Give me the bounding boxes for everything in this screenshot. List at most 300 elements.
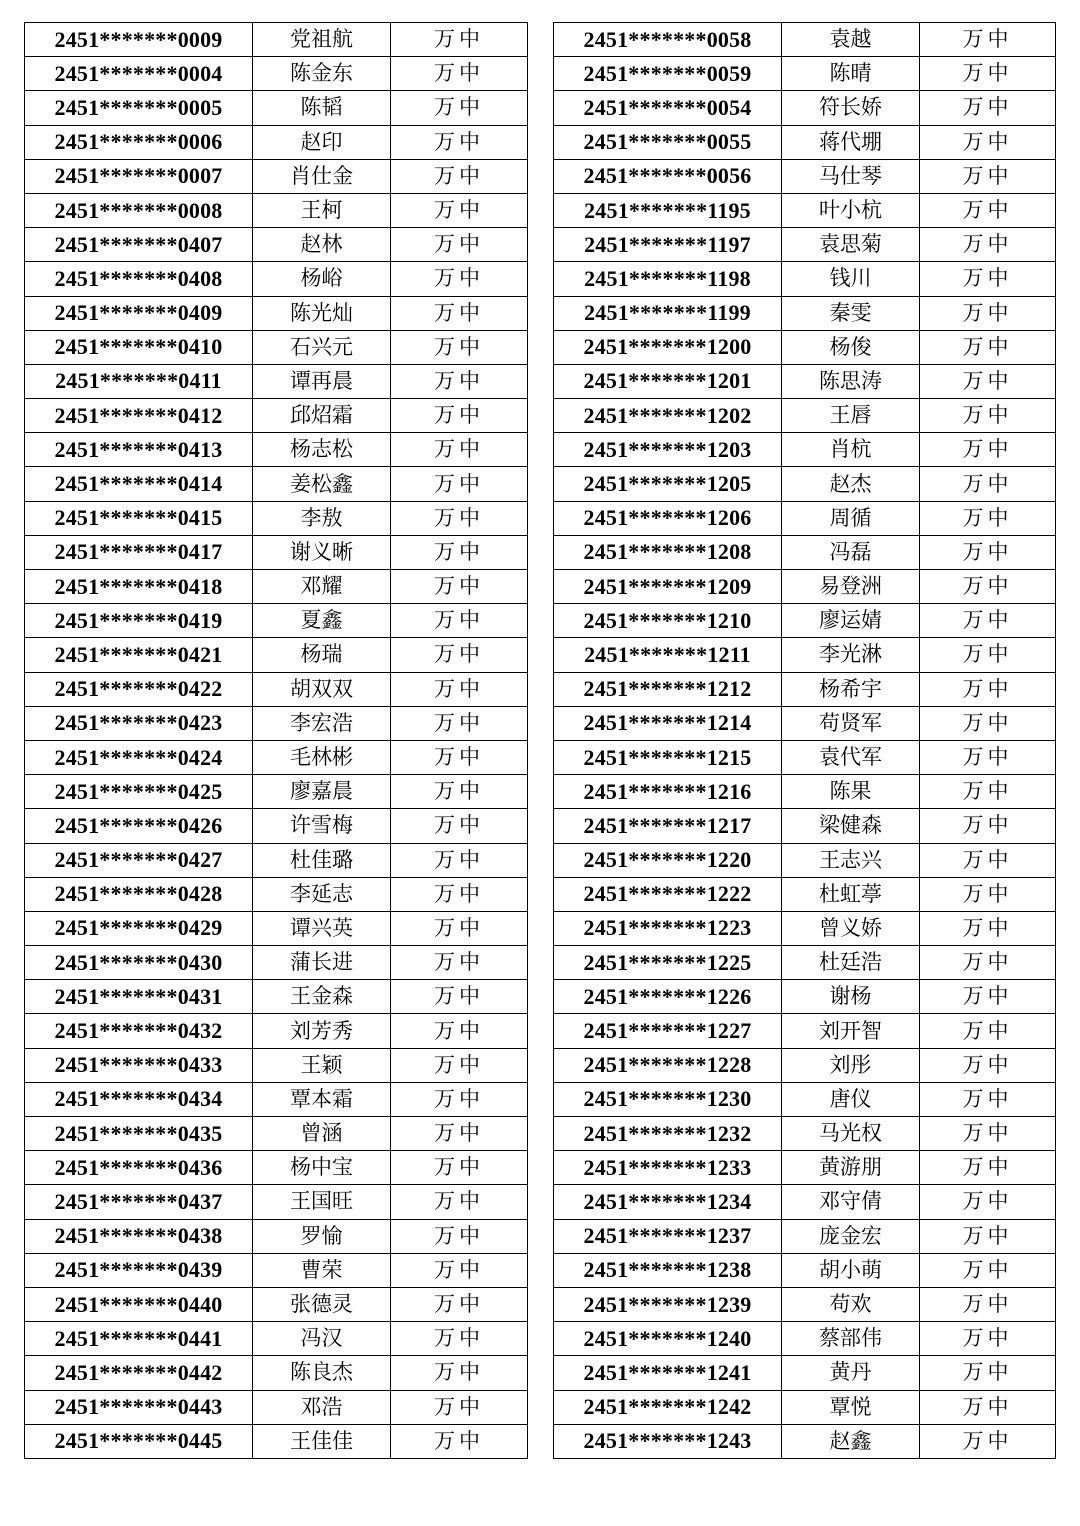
candidate-name-cell: 王颖 [253, 1048, 391, 1082]
candidate-name-cell: 李敖 [253, 501, 391, 535]
candidate-name-cell: 王唇 [782, 399, 920, 433]
candidate-name-cell: 陈晴 [782, 57, 920, 91]
table-row [25, 809, 528, 843]
candidate-name-cell: 陈思涛 [782, 364, 920, 398]
candidate-id-cell: 2451*******0059 [554, 57, 782, 91]
table-row [25, 1322, 528, 1356]
candidate-name-cell: 杜廷浩 [782, 946, 920, 980]
school-cell: 万中 [920, 433, 1056, 467]
candidate-id-cell: 2451*******0005 [25, 91, 253, 125]
candidate-id-cell: 2451*******0407 [25, 228, 253, 262]
table-row [25, 1117, 528, 1151]
table-row [25, 604, 528, 638]
school-cell: 万中 [920, 1322, 1056, 1356]
candidate-id-cell: 2451*******1198 [554, 262, 782, 296]
candidate-name-cell: 刘彤 [782, 1048, 920, 1082]
table-row [25, 1151, 528, 1185]
school-cell: 万中 [391, 946, 528, 980]
table-row [25, 843, 528, 877]
candidate-name-cell: 胡小萌 [782, 1253, 920, 1287]
candidate-name-cell: 陈韬 [253, 91, 391, 125]
candidate-id-cell: 2451*******1203 [554, 433, 782, 467]
school-cell: 万中 [920, 467, 1056, 501]
table-row [554, 364, 1056, 398]
candidate-id-cell: 2451*******1232 [554, 1117, 782, 1151]
table-row [25, 296, 528, 330]
table-row [554, 330, 1056, 364]
candidate-name-cell: 廖嘉晨 [253, 775, 391, 809]
school-cell: 万中 [920, 125, 1056, 159]
candidate-id-cell: 2451*******0438 [25, 1219, 253, 1253]
candidate-id-cell: 2451*******1217 [554, 809, 782, 843]
table-row [554, 125, 1056, 159]
candidate-id-cell: 2451*******0436 [25, 1151, 253, 1185]
candidate-name-cell: 李光淋 [782, 638, 920, 672]
table-row [25, 706, 528, 740]
candidate-id-cell: 2451*******0054 [554, 91, 782, 125]
school-cell: 万中 [920, 911, 1056, 945]
school-cell: 万中 [391, 399, 528, 433]
table-row [554, 1185, 1056, 1219]
school-cell: 万中 [920, 740, 1056, 774]
table-row [554, 1287, 1056, 1321]
school-cell: 万中 [920, 330, 1056, 364]
candidate-name-cell: 钱川 [782, 262, 920, 296]
table-row [554, 399, 1056, 433]
candidate-name-cell: 邓浩 [253, 1390, 391, 1424]
candidate-name-cell: 庞金宏 [782, 1219, 920, 1253]
table-row [554, 1322, 1056, 1356]
candidate-id-cell: 2451*******0422 [25, 672, 253, 706]
school-cell: 万中 [920, 946, 1056, 980]
candidate-id-cell: 2451*******0433 [25, 1048, 253, 1082]
table-row [25, 1356, 528, 1390]
candidate-id-cell: 2451*******1237 [554, 1219, 782, 1253]
school-cell: 万中 [920, 535, 1056, 569]
candidate-id-cell: 2451*******1206 [554, 501, 782, 535]
table-row [554, 501, 1056, 535]
candidate-name-cell: 谭兴英 [253, 911, 391, 945]
school-cell: 万中 [920, 1356, 1056, 1390]
candidate-id-cell: 2451*******0445 [25, 1424, 253, 1458]
candidate-name-cell: 邱炤霜 [253, 399, 391, 433]
school-cell: 万中 [920, 638, 1056, 672]
table-row [554, 877, 1056, 911]
table-row [554, 296, 1056, 330]
school-cell: 万中 [391, 159, 528, 193]
school-cell: 万中 [920, 193, 1056, 227]
candidate-name-cell: 胡双双 [253, 672, 391, 706]
candidate-id-cell: 2451*******1226 [554, 980, 782, 1014]
candidate-id-cell: 2451*******1205 [554, 467, 782, 501]
candidate-id-cell: 2451*******0437 [25, 1185, 253, 1219]
table-row [554, 535, 1056, 569]
table-row [554, 980, 1056, 1014]
candidate-id-cell: 2451*******1243 [554, 1424, 782, 1458]
school-cell: 万中 [391, 877, 528, 911]
school-cell: 万中 [391, 23, 528, 57]
table-row [25, 501, 528, 535]
table-row [554, 809, 1056, 843]
candidate-id-cell: 2451*******0055 [554, 125, 782, 159]
school-cell: 万中 [920, 980, 1056, 1014]
candidate-name-cell: 杨中宝 [253, 1151, 391, 1185]
school-cell: 万中 [920, 262, 1056, 296]
candidate-id-cell: 2451*******1202 [554, 399, 782, 433]
candidate-id-cell: 2451*******0442 [25, 1356, 253, 1390]
candidate-name-cell: 蒋代堋 [782, 125, 920, 159]
school-cell: 万中 [391, 1117, 528, 1151]
candidate-name-cell: 唐仪 [782, 1082, 920, 1116]
candidate-id-cell: 2451*******0417 [25, 535, 253, 569]
candidate-id-cell: 2451*******0429 [25, 911, 253, 945]
candidate-name-cell: 李宏浩 [253, 706, 391, 740]
school-cell: 万中 [920, 501, 1056, 535]
candidate-name-cell: 黄丹 [782, 1356, 920, 1390]
table-row [554, 159, 1056, 193]
table-row [554, 1082, 1056, 1116]
candidate-id-cell: 2451*******0435 [25, 1117, 253, 1151]
school-cell: 万中 [391, 262, 528, 296]
candidate-id-cell: 2451*******0408 [25, 262, 253, 296]
candidate-name-cell: 杨希宇 [782, 672, 920, 706]
table-row [25, 228, 528, 262]
school-cell: 万中 [920, 1082, 1056, 1116]
table-row [554, 228, 1056, 262]
candidate-name-cell: 袁越 [782, 23, 920, 57]
candidate-name-cell: 杨峪 [253, 262, 391, 296]
table-row [25, 433, 528, 467]
school-cell: 万中 [920, 159, 1056, 193]
candidate-name-cell: 覃悦 [782, 1390, 920, 1424]
candidate-name-cell: 邓耀 [253, 570, 391, 604]
school-cell: 万中 [391, 570, 528, 604]
school-cell: 万中 [391, 125, 528, 159]
candidate-name-cell: 姜松鑫 [253, 467, 391, 501]
candidate-id-cell: 2451*******1228 [554, 1048, 782, 1082]
school-cell: 万中 [920, 57, 1056, 91]
candidate-id-cell: 2451*******0426 [25, 809, 253, 843]
school-cell: 万中 [920, 296, 1056, 330]
candidate-id-cell: 2451*******0430 [25, 946, 253, 980]
table-row [554, 1219, 1056, 1253]
candidate-name-cell: 赵鑫 [782, 1424, 920, 1458]
school-cell: 万中 [391, 1356, 528, 1390]
candidate-name-cell: 王佳佳 [253, 1424, 391, 1458]
table-row [25, 877, 528, 911]
candidate-id-cell: 2451*******1215 [554, 740, 782, 774]
school-cell: 万中 [920, 1014, 1056, 1048]
table-row [25, 1082, 528, 1116]
candidate-name-cell: 杨俊 [782, 330, 920, 364]
table-row [25, 1219, 528, 1253]
table-row [554, 262, 1056, 296]
table-row [554, 1014, 1056, 1048]
candidate-id-cell: 2451*******0413 [25, 433, 253, 467]
table-row [25, 1014, 528, 1048]
table-row [25, 570, 528, 604]
table-row [554, 706, 1056, 740]
school-cell: 万中 [391, 228, 528, 262]
table-row [25, 159, 528, 193]
school-cell: 万中 [391, 1322, 528, 1356]
candidate-id-cell: 2451*******1239 [554, 1287, 782, 1321]
school-cell: 万中 [391, 296, 528, 330]
school-cell: 万中 [391, 1151, 528, 1185]
table-row [554, 604, 1056, 638]
school-cell: 万中 [920, 1151, 1056, 1185]
school-cell: 万中 [920, 1117, 1056, 1151]
candidate-name-cell: 梁健森 [782, 809, 920, 843]
table-row [554, 91, 1056, 125]
candidate-id-cell: 2451*******0443 [25, 1390, 253, 1424]
table-row [25, 535, 528, 569]
candidate-id-cell: 2451*******1242 [554, 1390, 782, 1424]
table-row [554, 570, 1056, 604]
candidate-id-cell: 2451*******0410 [25, 330, 253, 364]
school-cell: 万中 [920, 809, 1056, 843]
table-row [25, 740, 528, 774]
school-cell: 万中 [391, 330, 528, 364]
table-row [554, 1117, 1056, 1151]
candidate-id-cell: 2451*******0425 [25, 775, 253, 809]
candidate-id-cell: 2451*******1199 [554, 296, 782, 330]
table-row [25, 330, 528, 364]
candidate-name-cell: 刘芳秀 [253, 1014, 391, 1048]
candidate-name-cell: 冯汉 [253, 1322, 391, 1356]
candidate-name-cell: 曾涵 [253, 1117, 391, 1151]
candidate-name-cell: 曹荣 [253, 1253, 391, 1287]
table-row [25, 1048, 528, 1082]
candidate-id-cell: 2451*******0419 [25, 604, 253, 638]
candidate-id-cell: 2451*******1200 [554, 330, 782, 364]
left-roster-body [25, 23, 528, 1459]
candidate-id-cell: 2451*******1225 [554, 946, 782, 980]
candidate-name-cell: 袁思菊 [782, 228, 920, 262]
school-cell: 万中 [391, 364, 528, 398]
candidate-id-cell: 2451*******1234 [554, 1185, 782, 1219]
candidate-id-cell: 2451*******0056 [554, 159, 782, 193]
candidate-id-cell: 2451*******1220 [554, 843, 782, 877]
candidate-id-cell: 2451*******1216 [554, 775, 782, 809]
candidate-id-cell: 2451*******1230 [554, 1082, 782, 1116]
candidate-id-cell: 2451*******0441 [25, 1322, 253, 1356]
table-row [25, 1287, 528, 1321]
table-row [25, 1390, 528, 1424]
candidate-id-cell: 2451*******1227 [554, 1014, 782, 1048]
candidate-name-cell: 党祖航 [253, 23, 391, 57]
table-row [25, 980, 528, 1014]
school-cell: 万中 [920, 775, 1056, 809]
table-row [25, 1185, 528, 1219]
school-cell: 万中 [391, 638, 528, 672]
school-cell: 万中 [920, 1424, 1056, 1458]
school-cell: 万中 [391, 1287, 528, 1321]
candidate-id-cell: 2451*******0415 [25, 501, 253, 535]
table-row [25, 1424, 528, 1458]
table-row [25, 57, 528, 91]
candidate-name-cell: 谢义晰 [253, 535, 391, 569]
candidate-id-cell: 2451*******0411 [25, 364, 253, 398]
school-cell: 万中 [920, 604, 1056, 638]
candidate-name-cell: 谢杨 [782, 980, 920, 1014]
candidate-name-cell: 马光权 [782, 1117, 920, 1151]
candidate-name-cell: 谭再晨 [253, 364, 391, 398]
candidate-id-cell: 2451*******1223 [554, 911, 782, 945]
candidate-id-cell: 2451*******1233 [554, 1151, 782, 1185]
candidate-name-cell: 王国旺 [253, 1185, 391, 1219]
candidate-id-cell: 2451*******0007 [25, 159, 253, 193]
candidate-id-cell: 2451*******0006 [25, 125, 253, 159]
candidate-name-cell: 许雪梅 [253, 809, 391, 843]
table-row [25, 467, 528, 501]
table-row [25, 911, 528, 945]
candidate-name-cell: 赵林 [253, 228, 391, 262]
candidate-id-cell: 2451*******1211 [554, 638, 782, 672]
candidate-id-cell: 2451*******1209 [554, 570, 782, 604]
table-row [25, 364, 528, 398]
candidate-id-cell: 2451*******0432 [25, 1014, 253, 1048]
candidate-id-cell: 2451*******1240 [554, 1322, 782, 1356]
right-roster-body [554, 23, 1056, 1459]
candidate-id-cell: 2451*******1197 [554, 228, 782, 262]
candidate-id-cell: 2451*******1241 [554, 1356, 782, 1390]
candidate-id-cell: 2451*******1214 [554, 706, 782, 740]
candidate-id-cell: 2451*******0428 [25, 877, 253, 911]
school-cell: 万中 [391, 501, 528, 535]
school-cell: 万中 [391, 1082, 528, 1116]
table-row [554, 946, 1056, 980]
candidate-id-cell: 2451*******1208 [554, 535, 782, 569]
candidate-name-cell: 赵杰 [782, 467, 920, 501]
candidate-name-cell: 马仕琴 [782, 159, 920, 193]
candidate-name-cell: 陈光灿 [253, 296, 391, 330]
table-row [25, 91, 528, 125]
school-cell: 万中 [391, 843, 528, 877]
table-row [25, 23, 528, 57]
candidate-name-cell: 秦雯 [782, 296, 920, 330]
school-cell: 万中 [920, 399, 1056, 433]
candidate-id-cell: 2451*******0412 [25, 399, 253, 433]
table-row [25, 672, 528, 706]
table-row [554, 1151, 1056, 1185]
candidate-name-cell: 夏鑫 [253, 604, 391, 638]
school-cell: 万中 [391, 980, 528, 1014]
candidate-name-cell: 杜佳璐 [253, 843, 391, 877]
candidate-name-cell: 罗愉 [253, 1219, 391, 1253]
school-cell: 万中 [391, 740, 528, 774]
table-row [25, 638, 528, 672]
table-row [25, 193, 528, 227]
table-row [554, 843, 1056, 877]
candidate-name-cell: 蔡部伟 [782, 1322, 920, 1356]
table-row [554, 433, 1056, 467]
candidate-name-cell: 王柯 [253, 193, 391, 227]
table-row [554, 467, 1056, 501]
candidate-name-cell: 黄游朋 [782, 1151, 920, 1185]
right-roster-table [553, 22, 1056, 1459]
candidate-name-cell: 肖杭 [782, 433, 920, 467]
candidate-id-cell: 2451*******0009 [25, 23, 253, 57]
table-row [25, 1253, 528, 1287]
table-row [25, 775, 528, 809]
school-cell: 万中 [391, 535, 528, 569]
candidate-name-cell: 苟欢 [782, 1287, 920, 1321]
table-row [554, 775, 1056, 809]
candidate-id-cell: 2451*******1201 [554, 364, 782, 398]
candidate-name-cell: 叶小杭 [782, 193, 920, 227]
school-cell: 万中 [391, 604, 528, 638]
school-cell: 万中 [391, 706, 528, 740]
candidate-id-cell: 2451*******0409 [25, 296, 253, 330]
table-row [25, 399, 528, 433]
table-row [554, 740, 1056, 774]
candidate-id-cell: 2451*******0421 [25, 638, 253, 672]
candidate-name-cell: 蒲长进 [253, 946, 391, 980]
school-cell: 万中 [391, 193, 528, 227]
candidate-id-cell: 2451*******0418 [25, 570, 253, 604]
school-cell: 万中 [391, 1219, 528, 1253]
candidate-id-cell: 2451*******0427 [25, 843, 253, 877]
candidate-name-cell: 符长娇 [782, 91, 920, 125]
candidate-name-cell: 刘开智 [782, 1014, 920, 1048]
candidate-name-cell: 杨瑞 [253, 638, 391, 672]
candidate-id-cell: 2451*******0414 [25, 467, 253, 501]
school-cell: 万中 [391, 775, 528, 809]
table-row [25, 262, 528, 296]
candidate-name-cell: 覃本霜 [253, 1082, 391, 1116]
left-roster-table [24, 22, 528, 1459]
school-cell: 万中 [391, 809, 528, 843]
table-row [554, 1048, 1056, 1082]
school-cell: 万中 [391, 1390, 528, 1424]
school-cell: 万中 [920, 228, 1056, 262]
school-cell: 万中 [391, 1185, 528, 1219]
school-cell: 万中 [920, 672, 1056, 706]
candidate-name-cell: 肖仕金 [253, 159, 391, 193]
school-cell: 万中 [920, 23, 1056, 57]
candidate-id-cell: 2451*******1222 [554, 877, 782, 911]
school-cell: 万中 [391, 91, 528, 125]
candidate-name-cell: 廖运婧 [782, 604, 920, 638]
candidate-id-cell: 2451*******1210 [554, 604, 782, 638]
table-row [554, 23, 1056, 57]
candidate-id-cell: 2451*******0058 [554, 23, 782, 57]
candidate-id-cell: 2451*******0424 [25, 740, 253, 774]
candidate-id-cell: 2451*******0434 [25, 1082, 253, 1116]
candidate-name-cell: 赵印 [253, 125, 391, 159]
candidate-name-cell: 李延志 [253, 877, 391, 911]
candidate-name-cell: 易登洲 [782, 570, 920, 604]
table-row [25, 946, 528, 980]
school-cell: 万中 [920, 91, 1056, 125]
candidate-name-cell: 王金森 [253, 980, 391, 1014]
candidate-name-cell: 张德灵 [253, 1287, 391, 1321]
school-cell: 万中 [391, 911, 528, 945]
candidate-name-cell: 杨志松 [253, 433, 391, 467]
candidate-name-cell: 陈良杰 [253, 1356, 391, 1390]
candidate-name-cell: 王志兴 [782, 843, 920, 877]
candidate-name-cell: 毛林彬 [253, 740, 391, 774]
school-cell: 万中 [920, 1219, 1056, 1253]
school-cell: 万中 [920, 706, 1056, 740]
candidate-id-cell: 2451*******1212 [554, 672, 782, 706]
school-cell: 万中 [920, 1287, 1056, 1321]
table-row [554, 672, 1056, 706]
table-row [554, 1253, 1056, 1287]
candidate-id-cell: 2451*******0423 [25, 706, 253, 740]
table-row [554, 911, 1056, 945]
